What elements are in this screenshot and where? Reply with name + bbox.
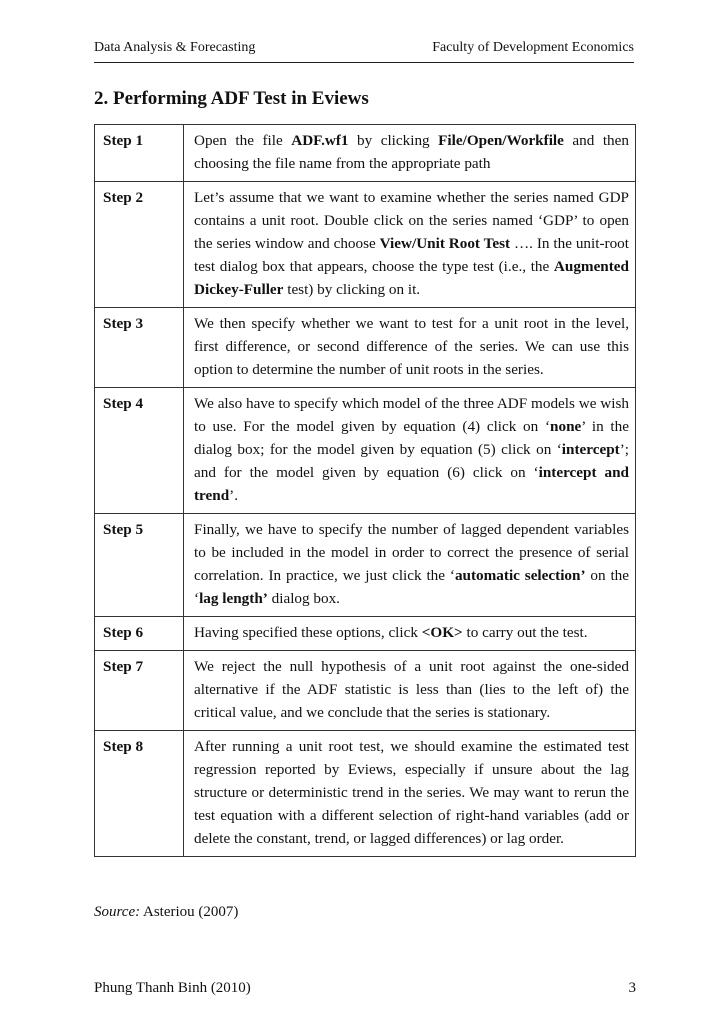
source-line [94, 904, 238, 921]
step-row [95, 182, 636, 308]
page-header [94, 40, 634, 63]
step-text-segment: ’. [229, 487, 239, 504]
steps-table [94, 124, 636, 857]
step-label: Step 8 [95, 731, 184, 857]
step-text-bold: intercept [561, 441, 620, 458]
step-text-segment: dialog box. [267, 590, 340, 607]
step-label: Step 4 [95, 388, 184, 514]
step-text-segment: Having specified these options, click [194, 624, 422, 641]
step-text-segment: test) by clicking on it. [283, 281, 421, 298]
step-text [184, 514, 636, 617]
step-text [184, 651, 636, 731]
step-label: Step 2 [95, 182, 184, 308]
section-title: 2. Performing ADF Test in Eviews [94, 88, 369, 109]
step-text-segment: Open the file [194, 132, 292, 149]
step-label: Step 7 [95, 651, 184, 731]
step-text-segment: We also have to specify which model of the three ADF models we wish to use. For the model given by equation (4) click on ‘ [194, 395, 629, 435]
step-text-segment: Let’s assume that we want to examine whether the series named GDP contains a unit root. Double click on the series named ‘GDP’ to open the series window and choose [194, 189, 629, 252]
header-right: Faculty of Development Economics [432, 40, 634, 55]
step-row [95, 514, 636, 617]
step-text-bold: Augmented Dickey-Fuller [194, 258, 629, 298]
steps-table-body [95, 125, 636, 857]
step-text [184, 731, 636, 857]
step-row [95, 651, 636, 731]
step-text-segment: …. In the unit-root test dialog box that appears, choose the type test (i.e., the [194, 235, 629, 275]
step-text-bold: none [550, 418, 582, 435]
step-row [95, 388, 636, 514]
source-label: Source: [94, 904, 141, 920]
step-text-bold: automatic selection’ [454, 567, 586, 584]
step-text-bold: intercept and trend [194, 464, 629, 504]
step-text-segment: ’ in the dialog box; for the model given by equation (5) click on ‘ [194, 418, 629, 458]
step-text-bold: File/Open/Workfile [438, 132, 564, 149]
source-text: Asteriou (2007) [140, 904, 239, 920]
step-row [95, 731, 636, 857]
step-text-segment: We then specify whether we want to test for a unit root in the level, first difference, or second difference of the series. We can use this option to determine the number of unit roots in the series. [194, 315, 629, 378]
step-text-segment: to carry out the test. [462, 624, 588, 641]
step-text-segment: Finally, we have to specify the number of lagged dependent variables to be included in the model in order to correct the presence of serial correlation. In practice, we just click the ‘ [194, 521, 629, 584]
step-label: Step 6 [95, 617, 184, 651]
step-row [95, 308, 636, 388]
step-label: Step 1 [95, 125, 184, 182]
step-text-bold: <OK> [421, 624, 463, 641]
step-text-segment: on the ‘ [194, 567, 629, 607]
step-text-segment: After running a unit root test, we should examine the estimated test regression reported by Eviews, especially if unsure about the lag structure or deterministic trend in the series. We may want to rerun the test equation with a different selection of right-hand variables (add or delete the constant, trend, or lagged differences) or lag order. [194, 738, 629, 847]
step-text [184, 617, 636, 651]
footer-author: Phung Thanh Binh (2010) [94, 980, 251, 996]
step-label: Step 5 [95, 514, 184, 617]
step-row [95, 617, 636, 651]
step-text-segment: ’; and for the model given by equation (6) click on ‘ [194, 441, 629, 481]
step-text-bold: lag length’ [199, 590, 268, 607]
header-left: Data Analysis & Forecasting [94, 40, 256, 55]
step-text [184, 125, 636, 182]
page-number: 3 [628, 980, 636, 996]
step-text-bold: ADF.wf1 [291, 132, 349, 149]
page-footer [94, 980, 636, 997]
step-row [95, 125, 636, 182]
step-text-segment: We reject the null hypothesis of a unit root against the one-sided alternative if the ADF statistic is less than (lies to the left of) the critical value, and we conclude that the series is stationary. [194, 658, 629, 721]
step-text-segment: by clicking [348, 132, 439, 149]
step-label: Step 3 [95, 308, 184, 388]
step-text [184, 182, 636, 308]
step-text-segment: and then choosing the file name from the appropriate path [194, 132, 629, 172]
step-text [184, 388, 636, 514]
step-text-bold: View/Unit Root Test [379, 235, 511, 252]
step-text [184, 308, 636, 388]
